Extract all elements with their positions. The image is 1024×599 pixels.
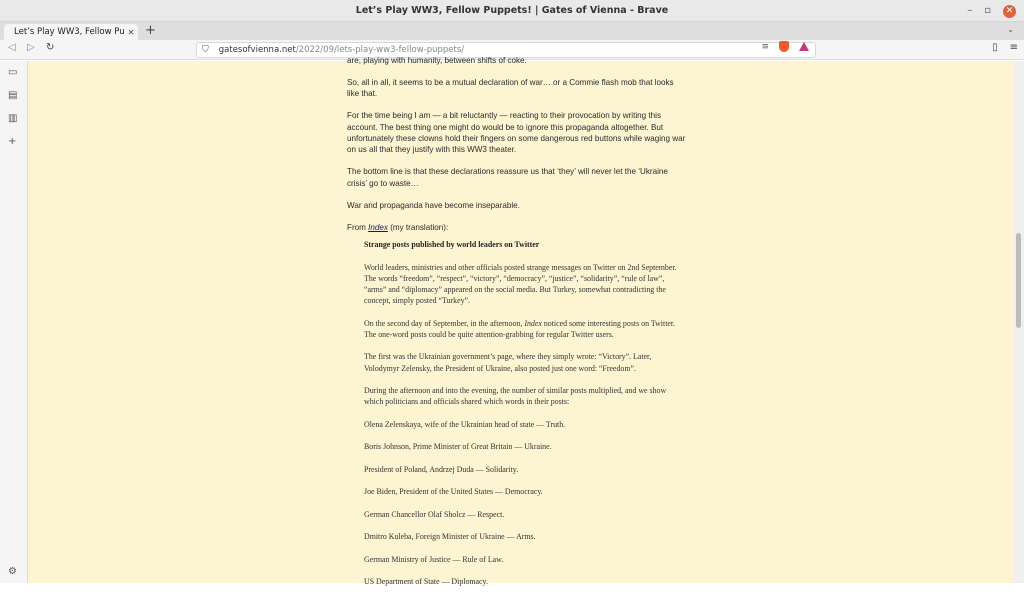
quote-list-item: Dmitro Kuleba, Foreign Minister of Ukraine — Arms.	[364, 532, 536, 542]
quote-heading: Strange posts published by world leaders on Twitter	[364, 240, 540, 249]
menu-icon[interactable]: ≡	[1009, 42, 1018, 53]
minimize-icon[interactable]: –	[967, 5, 973, 16]
address-bar-icons	[761, 41, 809, 52]
quote-list-item: German Ministry of Justice — Rule of Law.	[364, 554, 504, 564]
tab-strip	[0, 22, 1024, 40]
window-controls	[967, 0, 1016, 22]
tab-active[interactable]	[4, 24, 138, 40]
page-content	[28, 56, 1013, 587]
brave-rewards-icon[interactable]	[799, 42, 809, 51]
quote-list-item: German Chancellor Olaf Sholcz — Respect.	[364, 509, 505, 519]
reading-list-icon[interactable]: ▥	[8, 113, 18, 124]
tab-title: Let’s Play WW3, Fellow Pu	[14, 27, 125, 37]
article-paragraph: So, all in all, it seems to be a mutual declaration of war… or a Commie flash mob that looks like that.	[347, 77, 674, 99]
toolbar-right	[992, 42, 1018, 53]
forward-arrow-icon[interactable]: ▷	[27, 42, 35, 53]
reader-mode-icon[interactable]: ≡	[761, 41, 769, 52]
new-tab-button[interactable]: +	[145, 23, 156, 38]
window-title: Let’s Play WW3, Fellow Puppets! | Gates of Vienna - Brave	[355, 5, 669, 16]
settings-gear-icon[interactable]: ⚙	[8, 566, 17, 577]
article-paragraph: are, playing with humanity, between shifts of coke.	[347, 56, 527, 65]
add-icon[interactable]: +	[8, 136, 17, 147]
index-link[interactable]: Index	[368, 222, 388, 232]
reload-icon[interactable]: ↻	[46, 42, 55, 53]
quote-paragraph: The first was the Ukrainian government’s page, where they simply wrote: “Victory”. Later, Volodymyr Zelensky, the President of Ukraine, also posted just one word: “Freedom”.	[364, 352, 652, 373]
blockquote	[364, 239, 684, 599]
article-paragraph: For the time being I am — a bit reluctantly — reacting to their provocation by writing this account. The best thing one might do would be to ignore this propaganda altogether. But unfortunately these clowns hold their fingers on some dangerous red buttons while waging war on us all that they justify with this WW3 theater.	[347, 111, 686, 155]
maximize-icon[interactable]: ▫	[984, 5, 991, 16]
window-titlebar	[0, 0, 1024, 22]
page-scrollbar[interactable]	[1013, 61, 1024, 583]
brave-shields-icon[interactable]	[779, 41, 789, 52]
quote-list-item: US Department of State — Diplomacy.	[364, 577, 488, 587]
article-paragraph: War and propaganda have become inseparable.	[347, 200, 520, 210]
media-icon[interactable]: ▭	[8, 67, 18, 78]
bookmarks-icon[interactable]: ▤	[8, 90, 18, 101]
quote-list-item: Boris Johnson, Prime Minister of Great Britain — Ukraine.	[364, 442, 552, 452]
back-arrow-icon[interactable]: ◁	[8, 42, 16, 53]
tab-list-chevron-icon[interactable]: ⌄	[1007, 25, 1014, 34]
article-body	[347, 55, 687, 243]
sidebar-toggle-icon[interactable]: ▯	[992, 42, 998, 53]
bookmark-icon[interactable]: ⛉	[202, 45, 209, 55]
article-source-line: From Index (my translation):	[347, 222, 449, 232]
quote-paragraph: World leaders, ministries and other officials posted strange messages on Twitter on 2nd September. The words “freedom”, “respect”, “victory”, “democracy”, “justice”, “solidarity”, “rule of law”, “arms” and “diplomacy” appeared on the social media. But Turkey, somewhat contradicting the concept, simply posted “Turkey”.	[364, 262, 677, 306]
article-paragraph: The bottom line is that these declarations reassure us that ‘they’ will never let the ‘Ukraine crisis’ go to waste…	[347, 167, 668, 188]
quote-list-item: Olena Zelenskaya, wife of the Ukrainian head of state — Truth.	[364, 419, 566, 429]
quote-paragraph: On the second day of September, in the afternoon, Index noticed some interesting posts on Twitter. The one-word posts could be quite attention-grabbing for regular Twitter users.	[364, 318, 676, 339]
quote-list-item: President of Poland, Andrzej Duda — Solidarity.	[364, 464, 519, 474]
quote-list-item: Joe Biden, President of the United States — Democracy.	[364, 487, 543, 497]
browser-sidebar	[0, 61, 28, 583]
quote-paragraph: During the afternoon and into the evening, the number of similar posts multiplied, and we show which politicians and officials shared which words in their posts:	[364, 386, 667, 407]
tab-close-icon[interactable]: ✕	[127, 27, 135, 37]
url-text[interactable]: gatesofvienna.net/2022/09/lets-play-ww3-fellow-puppets/	[218, 45, 465, 55]
scrollbar-thumb[interactable]	[1016, 233, 1021, 328]
close-window-icon[interactable]: ✕	[1003, 5, 1016, 18]
